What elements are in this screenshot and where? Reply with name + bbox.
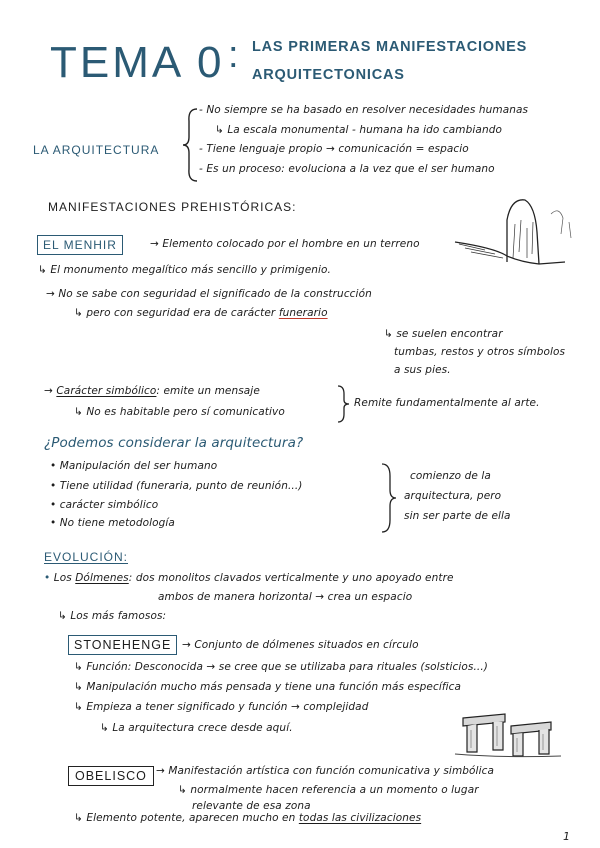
question-title: ¿Podemos considerar la arquitectura? <box>44 435 304 451</box>
dolmenes-bullet: • <box>44 572 51 584</box>
stonehenge-sketch <box>455 700 565 758</box>
obelisco-label-box: OBELISCO <box>68 766 154 786</box>
page-number: 1 <box>563 830 571 843</box>
simbolico-rest: : emite un mensaje <box>156 385 260 397</box>
comienzo-line-1: comienzo de la <box>410 470 491 482</box>
prehistoricas-heading: MANIFESTACIONES PREHISTÓRICAS: <box>48 200 297 214</box>
stonehenge-manipulacion: ↳ Manipulación mucho más pensada y tiene una función más específica <box>74 681 462 693</box>
potente-prefix: ↳ Elemento potente, aparecen mucho en <box>74 812 296 824</box>
famosos-line: ↳ Los más famosos: <box>58 610 167 622</box>
obelisco-definition: → Manifestación artística con función comunicativa y simbólica <box>156 765 495 777</box>
simbolico-word: Carácter simbólico <box>56 385 157 397</box>
tumbas-line-2: tumbas, restos y otros símbolos <box>394 346 566 358</box>
obelisco-referencia-2: relevante de esa zona <box>192 800 311 812</box>
stonehenge-definition: → Conjunto de dólmenes situados en círculo <box>182 639 419 651</box>
obelisco-potente <box>74 812 421 824</box>
title-colon: : <box>228 34 242 76</box>
question-item-4: • No tiene metodología <box>50 517 175 529</box>
dolmenes-word: Dólmenes <box>75 572 129 584</box>
comienzo-line-2: arquitectura, pero <box>404 490 502 502</box>
funerario-prefix: ↳ pero con seguridad era de carácter <box>74 307 276 319</box>
menhir-significado: → No se sabe con seguridad el significado de la construcción <box>46 288 372 300</box>
menhir-label-box: EL MENHIR <box>37 235 123 255</box>
tumbas-line-3: a sus pies. <box>394 364 451 376</box>
funerario-word: funerario <box>278 307 328 319</box>
evolucion-heading: EVOLUCIÓN: <box>44 550 129 564</box>
tumbas-line-1: ↳ se suelen encontrar <box>384 328 503 340</box>
dolmenes-prefix: Los <box>53 572 72 584</box>
arquitectura-point-4: - Es un proceso: evoluciona a la vez que el ser humano <box>199 163 495 175</box>
menhir-definition: → Elemento colocado por el hombre en un terreno <box>150 238 420 250</box>
question-item-1: • Manipulación del ser humano <box>50 460 218 472</box>
arquitectura-point-3: - Tiene lenguaje propio → comunicación = espacio <box>199 143 469 155</box>
arquitectura-point-2: ↳ La escala monumental - humana ha ido cambiando <box>215 124 502 136</box>
stonehenge-funcion: ↳ Función: Desconocida → se cree que se utilizaba para rituales (solsticios...) <box>74 661 488 673</box>
subtitle-line-1: LAS PRIMERAS MANIFESTACIONES <box>252 39 528 55</box>
dolmenes-rest: : dos monolitos clavados verticalmente y uno apoyado entre <box>128 572 454 584</box>
question-item-2: • Tiene utilidad (funeraria, punto de reunión...) <box>50 480 303 492</box>
simbolico-line <box>44 385 260 397</box>
menhir-monumento: ↳ El monumento megalítico más sencillo y primigenio. <box>38 264 331 276</box>
page-title: TEMA 0 <box>50 38 225 87</box>
comienzo-line-3: sin ser parte de ella <box>404 510 511 522</box>
dolmenes-line <box>44 572 454 584</box>
arquitectura-brace <box>182 107 200 183</box>
subtitle-line-2: ARQUITECTONICAS <box>252 67 405 83</box>
habitable-line: ↳ No es habitable pero sí comunicativo <box>74 406 285 418</box>
remite-brace <box>336 384 350 424</box>
question-item-3: • carácter simbólico <box>50 499 159 511</box>
stonehenge-crece: ↳ La arquitectura crece desde aquí. <box>100 722 293 734</box>
remite-text: Remite fundamentalmente al arte. <box>354 397 540 409</box>
arquitectura-label: LA ARQUITECTURA <box>33 143 160 157</box>
menhir-funerario-line <box>74 307 328 319</box>
simbolico-arrow: → <box>44 385 53 397</box>
stonehenge-label-box: STONEHENGE <box>68 635 177 655</box>
dolmenes-line-2: ambos de manera horizontal → crea un espacio <box>158 591 413 603</box>
menhir-sketch <box>455 192 585 272</box>
obelisco-referencia-1: ↳ normalmente hacen referencia a un momento o lugar <box>178 784 479 796</box>
comienzo-brace <box>380 462 398 534</box>
stonehenge-empieza: ↳ Empieza a tener significado y función → complejidad <box>74 701 369 713</box>
arquitectura-point-1: - No siempre se ha basado en resolver necesidades humanas <box>199 104 529 116</box>
potente-underlined: todas las civilizaciones <box>298 812 422 824</box>
